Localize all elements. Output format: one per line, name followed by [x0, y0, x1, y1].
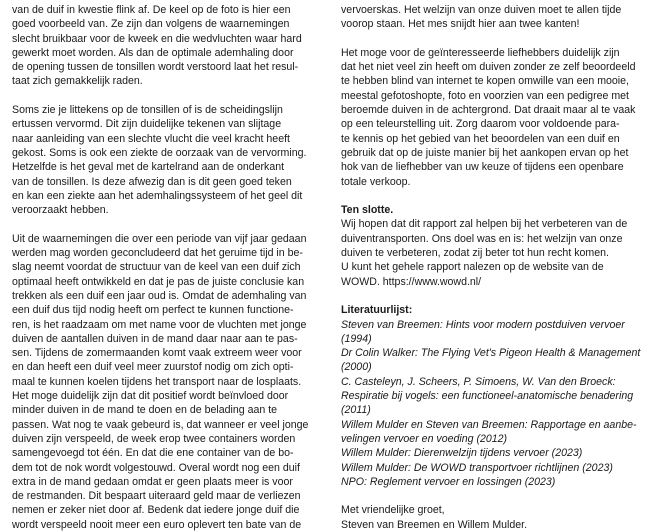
- reference-line: NPO: Reglement vervoer en lossingen (2023): [341, 475, 556, 488]
- text-line: en dan heeft een duif veel meer zuurstof nodig om zich opti-: [12, 361, 294, 374]
- text-line: slag neemt voordat de structuur van de keel van een duif zich: [12, 261, 301, 274]
- text-line: dat het niet veel zin heeft om duiven zonder ze zelf beoordeeld: [341, 61, 636, 74]
- conclusion-heading: Ten slotte.: [341, 204, 394, 217]
- reference-line: velingen vervoer en voeding (2012): [341, 432, 508, 445]
- text-line: naar aanleiding van een slechte vlucht die veel kracht heeft: [12, 132, 290, 145]
- text-line: meestal gefotoshopte, foto en voorzien van een pedigree met: [341, 89, 629, 102]
- paragraph-throat-quality: [12, 3, 327, 89]
- reference-line: (1994): [341, 332, 372, 345]
- text-line: Soms zie je littekens op de tonsillen of is de scheidingslijn: [12, 104, 283, 117]
- text-line: gekost. Soms is ook een ziekte de oorzaak van de vervorming.: [12, 146, 307, 159]
- paragraph-buying-advice: [341, 46, 659, 189]
- text-line: op een teleurstelling uit. Zorg daarom voor voldoende para-: [341, 118, 620, 131]
- text-line: voorop staan. Het mes snijdt hier aan twee kanten!: [341, 18, 580, 31]
- text-line: Hetzelfde is het geval met de kartelrand aan de onderkant: [12, 161, 285, 174]
- text-line: duiven zijn verspeeld, de week erop twee containers worden: [12, 432, 296, 445]
- text-line: een duif dus tijd nodig heeft om perfect te kunnen functione-: [12, 304, 294, 317]
- text-line: te kennis op het gebied van het beoordelen van een duif en: [341, 132, 620, 145]
- text-line: ertussen vervormd. Dit zijn duidelijke tekenen van slijtage: [12, 118, 282, 131]
- section-conclusion: [341, 203, 659, 289]
- text-line: taat zich gemakkelijk raden.: [12, 75, 143, 88]
- text-line: dem tot de nok wordt volgestouwd. Overal wordt nog een duif: [12, 461, 300, 474]
- reference-line: Steven van Breemen: Hints voor modern postduiven vervoer: [341, 318, 625, 331]
- text-line: duiven de aantallen duiven in de mand daar naar aan te pas-: [12, 332, 298, 345]
- text-line: te hebben blind van internet te kopen omwille van een mooie,: [341, 75, 629, 88]
- text-line: optimaal heeft ontwikkeld en dat je pas de juiste conclusie kan: [12, 275, 305, 288]
- reference-line: Willem Mulder: De WOWD transportvoer richtlijnen (2023): [341, 461, 613, 474]
- reference-line: Respiratie bij vogels: een functioneel-anatomische benadering: [341, 390, 634, 403]
- text-line: wordt verspeeld nooit meer een euro oplevert ten bate van de: [12, 518, 302, 531]
- closing-signature: [341, 503, 659, 532]
- text-line: van de duif in kwestie flink af. De keel op de foto is hier een: [12, 4, 291, 16]
- text-line: de opening tussen de tonsillen wordt verstoord laat het resul-: [12, 61, 299, 74]
- text-line: passen. Wat nog te vaak gebeurd is, dat wanneer er veel jonge: [12, 418, 309, 431]
- section-literature: [341, 303, 659, 489]
- reference-line: Dr Colin Walker: The Flying Vet's Pigeon Health & Management: [341, 347, 641, 360]
- paragraph-transport-welfare: [341, 3, 659, 32]
- reference-line: Willem Mulder: Dierenwelzijn tijdens vervoer (2023): [341, 447, 583, 460]
- text-line: goed voorbeeld van. Ze zijn dan volgens de waarnemingen: [12, 18, 290, 31]
- text-line: minder duiven in de mand te doen en de belading aan te: [12, 404, 278, 417]
- paragraph-tonsil-scars: [12, 103, 327, 217]
- text-line: sen. Tijdens de zomermaanden komt vaak extreem weer voor: [12, 347, 302, 360]
- reference-line: (2000): [341, 361, 372, 374]
- text-line: gewerkt moet worden. Als dan de optimale ademhaling door: [12, 46, 294, 59]
- text-line: veroorzaakt hebben.: [12, 204, 109, 217]
- text-line: beroemde duiven in de achtergrond. Dat draait maar al te vaak: [341, 104, 636, 117]
- text-line: maal te kunnen koelen tijdens het transport naar de losplaats.: [12, 375, 302, 388]
- right-column: [341, 3, 659, 532]
- text-line: werden mag worden geconcludeerd dat het geruime tijd in be-: [12, 247, 303, 260]
- text-line: gebruik dat op de juiste manier bij het aankopen ervan op het: [341, 146, 629, 159]
- text-line: U kunt het gehele rapport nalezen op de website van de: [341, 261, 604, 274]
- text-line: Met vriendelijke groet,: [341, 504, 445, 517]
- text-line: extra in de mand gedaan omdat er geen plaats meer is voor: [12, 475, 293, 488]
- text-line: totale verkoop.: [341, 175, 411, 188]
- reference-line: C. Casteleyn, J. Scheers, P. Simoens, W. Van den Broeck:: [341, 375, 616, 388]
- text-line: Steven van Breemen en Willem Mulder.: [341, 518, 528, 531]
- text-line: hok van de liefhebber van uw keuze of tijdens een openbare: [341, 161, 624, 174]
- text-line: slecht bruikbaar voor de kweek en die wedvluchten waar hard: [12, 32, 302, 45]
- text-line: van de tonsillen. Is deze afwezig dan is dit geen goed teken: [12, 175, 292, 188]
- text-line: de restmanden. Dit bespaart uiteraard geld maar de verliezen: [12, 490, 301, 503]
- reference-line: Willem Mulder en Steven van Breemen: Rapportage en aanbe-: [341, 418, 637, 431]
- text-line: samengevoegd tot één. En dat die ene container van de bo-: [12, 447, 294, 460]
- text-line: ren, is het raadzaam om met name voor de vluchten met jonge: [12, 318, 307, 331]
- text-line: nemen er zeker niet door af. Bedenk dat iedere jonge duif die: [12, 504, 300, 517]
- text-line: vervoerskas. Het welzijn van onze duiven moet te allen tijde: [341, 4, 622, 16]
- paragraph-observations: [12, 232, 327, 532]
- text-line: Wij hopen dat dit rapport zal helpen bij het verbeteren van de: [341, 218, 628, 231]
- reference-line: (2011): [341, 404, 371, 417]
- text-line: duiventransporten. Ons doel was en is: het welzijn van onze: [341, 232, 623, 245]
- text-line: Uit de waarnemingen die over een periode van vijf jaar gedaan: [12, 232, 307, 245]
- text-line: en kan een ziekte aan het ademhalingssysteem of het geel dit: [12, 189, 303, 202]
- left-column: [12, 3, 327, 532]
- text-line: Het moge duidelijk zijn dat dit positief wordt beïnvloed door: [12, 390, 289, 403]
- text-line: Het moge voor de geïnteresseerde liefhebbers duidelijk zijn: [341, 46, 620, 59]
- literature-heading: Literatuurlijst:: [341, 304, 413, 317]
- text-line: trekken als een duif een jaar oud is. Omdat de ademhaling van: [12, 289, 307, 302]
- text-line: WOWD. https://www.wowd.nl/: [341, 275, 482, 288]
- text-line: duiven te verbeteren, zodat zij beter tot hun recht komen.: [341, 247, 609, 260]
